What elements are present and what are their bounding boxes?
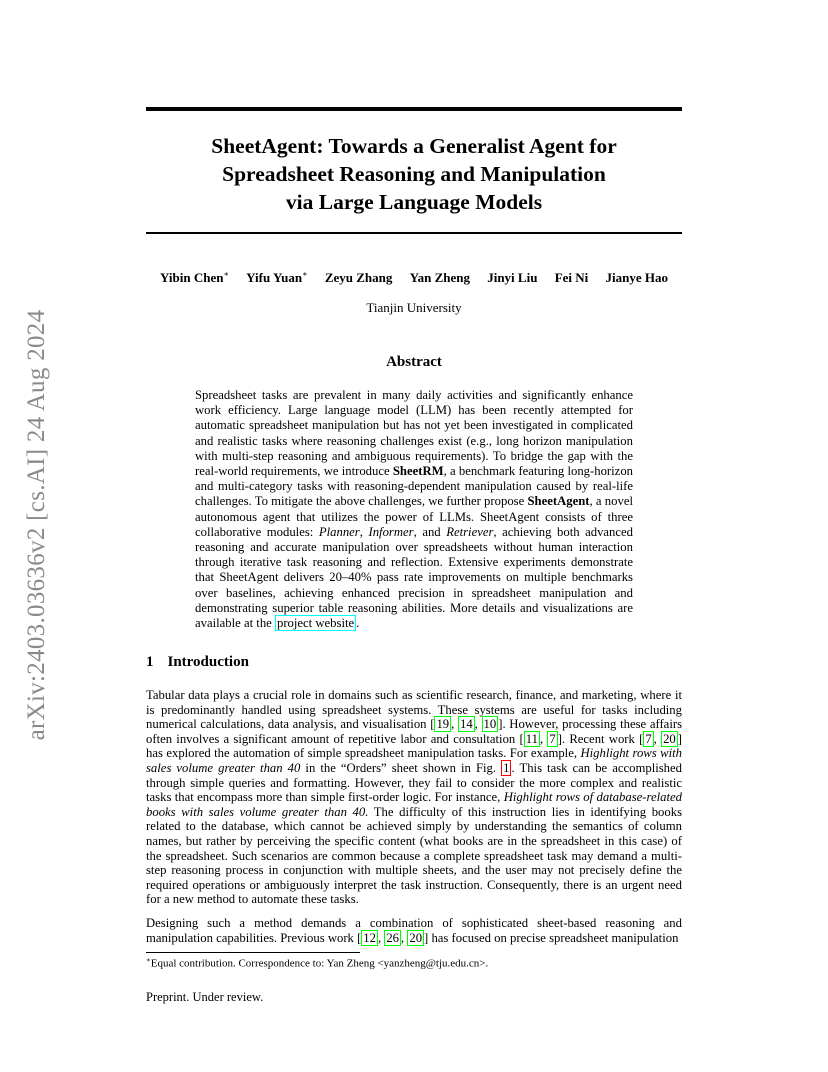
preprint-notice: Preprint. Under review.	[146, 990, 264, 1004]
title-line: SheetAgent: Towards a Generalist Agent for	[211, 134, 617, 158]
author: Fei Ni	[554, 270, 589, 286]
arxiv-id: arXiv:2403.03636v2 [cs.AI] 24 Aug 2024	[23, 309, 50, 741]
author: Jianye Hao	[605, 270, 668, 286]
author-list	[146, 270, 682, 286]
citation-link[interactable]: 7	[549, 731, 556, 746]
title-bottom-rule	[146, 232, 682, 234]
section-heading-introduction	[146, 654, 249, 671]
paper-title	[146, 132, 682, 216]
citation-link[interactable]: 10	[483, 717, 497, 732]
author: Zeyu Zhang	[324, 270, 393, 286]
abstract-heading: Abstract	[386, 354, 442, 370]
title-line: via Large Language Models	[285, 190, 543, 214]
abstract-text: Spreadsheet tasks are prevalent in many daily activities and significantly enhance work efficiency. Large language model (LLM) has been recently attempted for automatic spreadsheet manipulation but has not yet been investigated in complicated and realistic tasks where reasoning challenges exist (e.g., long horizon manipulation with multi-step reasoning and ambiguous requirements). To bridge the gap with the real-world requirements, we introduce SheetRM, a benchmark featuring long-horizon and multi-category tasks with reasoning-dependent manipulation caused by real-life challenges. To mitigate the above challenges, we further propose SheetAgent, a novel autonomous agent that utilizes the power of LLMs. SheetAgent consists of three collaborative modules: Planner, Informer, and Retriever, achieving both advanced reasoning and accurate manipulation over spreadsheets without human interaction through iterative task reasoning and reflection. Extensive experiments demonstrate that SheetAgent delivers 20–40% pass rate improvements on multiple benchmarks over baselines, achieving enhanced precision in spreadsheet manipulation and demonstrating superior table reasoning abilities. More details and visualizations are available at the project website .	[195, 388, 634, 631]
affiliation: Tianjin University	[366, 300, 462, 315]
section-number: 1	[146, 654, 154, 670]
intro-paragraph: Designing such a method demands a combination of sophisticated sheet-based reasoning and manipulation capabilities. Previous work [ 12 , 26 , 20 ] has focused on precise spreadsheet manipulation	[146, 916, 682, 945]
project-website-link[interactable]: project website	[276, 616, 355, 631]
intro-paragraph: Tabular data plays a crucial role in domains such as scientific research, finance, and marketing, where it is predominantly handled using spreadsheet systems. These systems are useful for tasks including numerical calculations, data analysis, and visualisation [ 19 , 14 , 10 ]. However, processing these affairs often involves a significant amount of repetitive labor and consultation [ 11 , 7 ]. Recent work [ 7 , 20 ] has explored the automation of simple spreadsheet manipulation tasks. For example, Highlight rows with sales volume greater than 40 in the “Orders” sheet shown in Fig. 1 . This task can be accomplished through simple queries and formatting. However, they fail to consider the more complex and realistic tasks that encompass more than simple first-order logic. For instance, Highlight rows of database-related books with sales volume greater than 40. The difficulty of this instruction lies in identifying books related to the database, which cannot be achieved simply by understanding the semantics of column names, but rather by perceiving the specific content (what books are in the spreadsheet in this case) of the spreadsheet. Such scenarios are common because a complete spreadsheet task may demand a multi-step reasoning process in conjunction with multiple sheets, and the user may not precisely define the required operations or ambiguously interpret the task instruction. Consequently, there is an urgent need for a new method to automate these tasks.	[146, 688, 683, 907]
citation-link[interactable]: 20	[409, 930, 423, 945]
footnote-mark: ∗	[146, 956, 151, 964]
section-title: Introduction	[167, 654, 249, 670]
figure-link[interactable]: 1	[503, 760, 510, 775]
citation-link[interactable]: 26	[386, 930, 400, 945]
author: Yibin Chen∗	[159, 270, 229, 286]
citation-link[interactable]: 14	[459, 717, 473, 732]
footnote-rule	[146, 952, 360, 953]
author: Yifu Yuan∗	[246, 270, 308, 286]
citation-link[interactable]: 7	[645, 731, 652, 746]
citation-link[interactable]: 20	[663, 731, 676, 746]
arxiv-watermark	[12, 290, 62, 760]
agent-name: SheetAgent	[527, 494, 590, 509]
benchmark-name: SheetRM	[392, 464, 444, 479]
author: Yan Zheng	[409, 270, 470, 286]
citation-link[interactable]: 19	[436, 717, 450, 732]
title-line: Spreadsheet Reasoning and Manipulation	[222, 162, 606, 186]
title-top-rule	[146, 107, 682, 111]
author: Jinyi Liu	[487, 270, 538, 286]
footnote: ∗Equal contribution. Correspondence to: Yan Zheng <yanzheng@tju.edu.cn>.	[146, 956, 489, 970]
citation-link[interactable]: 11	[525, 731, 538, 746]
citation-link[interactable]: 12	[363, 930, 376, 945]
